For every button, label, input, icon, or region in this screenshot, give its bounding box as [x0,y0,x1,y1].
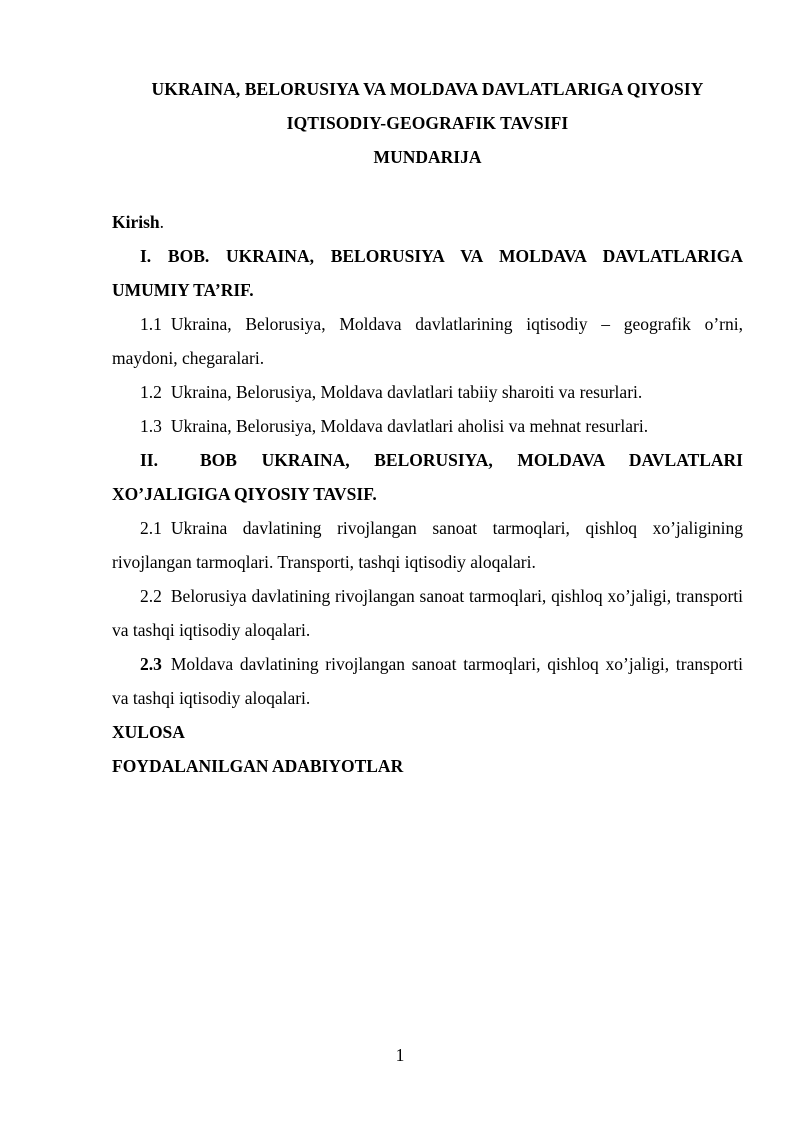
document-title [112,72,743,140]
kirish-punctuation: . [159,212,165,232]
toc-entry-1-2 [112,375,743,409]
entry-text-1-1: Ukraina, Belorusiya, Moldava davlatlarining iqtisodiy – geografik o’rni, maydoni, chegaralari. [112,314,743,368]
entry-number-1-2: 1.2 [140,382,162,402]
entry-number-2-3: 2.3 [140,654,162,674]
chapter-two-heading-text: BOB UKRAINA, BELORUSIYA, MOLDAVA DAVLATLARI XO’JALIGIGA QIYOSIY TAVSIF. [112,450,743,504]
chapter-one-heading: I. BOB. UKRAINA, BELORUSIYA VA MOLDAVA DAVLATLARIGA UMUMIY TA’RIF. [112,246,743,300]
toc-entry-2-1 [112,511,743,579]
kirish-label: Kirish [112,212,160,232]
entry-number-2-2: 2.2 [140,586,162,606]
toc-entry-kirish [112,205,743,239]
entry-text-1-2: Ukraina, Belorusiya, Moldava davlatlari tabiiy sharoiti va resurlari. [170,382,643,402]
entry-number-1-3: 1.3 [140,416,162,436]
entry-text-2-3: Moldava davlatining rivojlangan sanoat tarmoqlari, qishloq xo’jaligi, transporti va tashqi iqtisodiy aloqalari. [112,654,743,708]
toc-entry-1-3 [112,409,743,443]
document-content [112,72,743,783]
chapter-two-heading [112,443,743,511]
page-number: 1 [395,1045,405,1065]
document-title-line-2: IQTISODIY-GEOGRAFIK TAVSIFI [286,113,569,133]
back-matter-xulosa: XULOSA [112,722,185,742]
entry-text-1-3: Ukraina, Belorusiya, Moldava davlatlari aholisi va mehnat resurlari. [170,416,649,436]
toc-entry-2-2 [112,579,743,647]
table-of-contents-body [112,205,743,783]
entry-text-2-1: Ukraina davlatining rivojlangan sanoat tarmoqlari, qishloq xo’jaligining rivojlangan tarmoqlari. Transporti, tashqi iqtisodiy aloqalari. [112,518,743,572]
chapter-two-heading-number: II. [140,450,158,470]
toc-entry-1-1 [112,307,743,375]
document-title-line-1: UKRAINA, BELORUSIYA VA MOLDAVA DAVLATLARIGA QIYOSIY [151,79,704,99]
back-matter-references: FOYDALANILGAN ADABIYOTLAR [112,756,404,776]
toc-entry-2-3 [112,647,743,715]
contents-heading: MUNDARIJA [373,147,482,167]
entry-text-2-2: Belorusiya davlatining rivojlangan sanoat tarmoqlari, qishloq xo’jaligi, transporti va tashqi iqtisodiy aloqalari. [112,586,743,640]
entry-number-2-1: 2.1 [140,518,162,538]
entry-number-1-1: 1.1 [140,314,162,334]
